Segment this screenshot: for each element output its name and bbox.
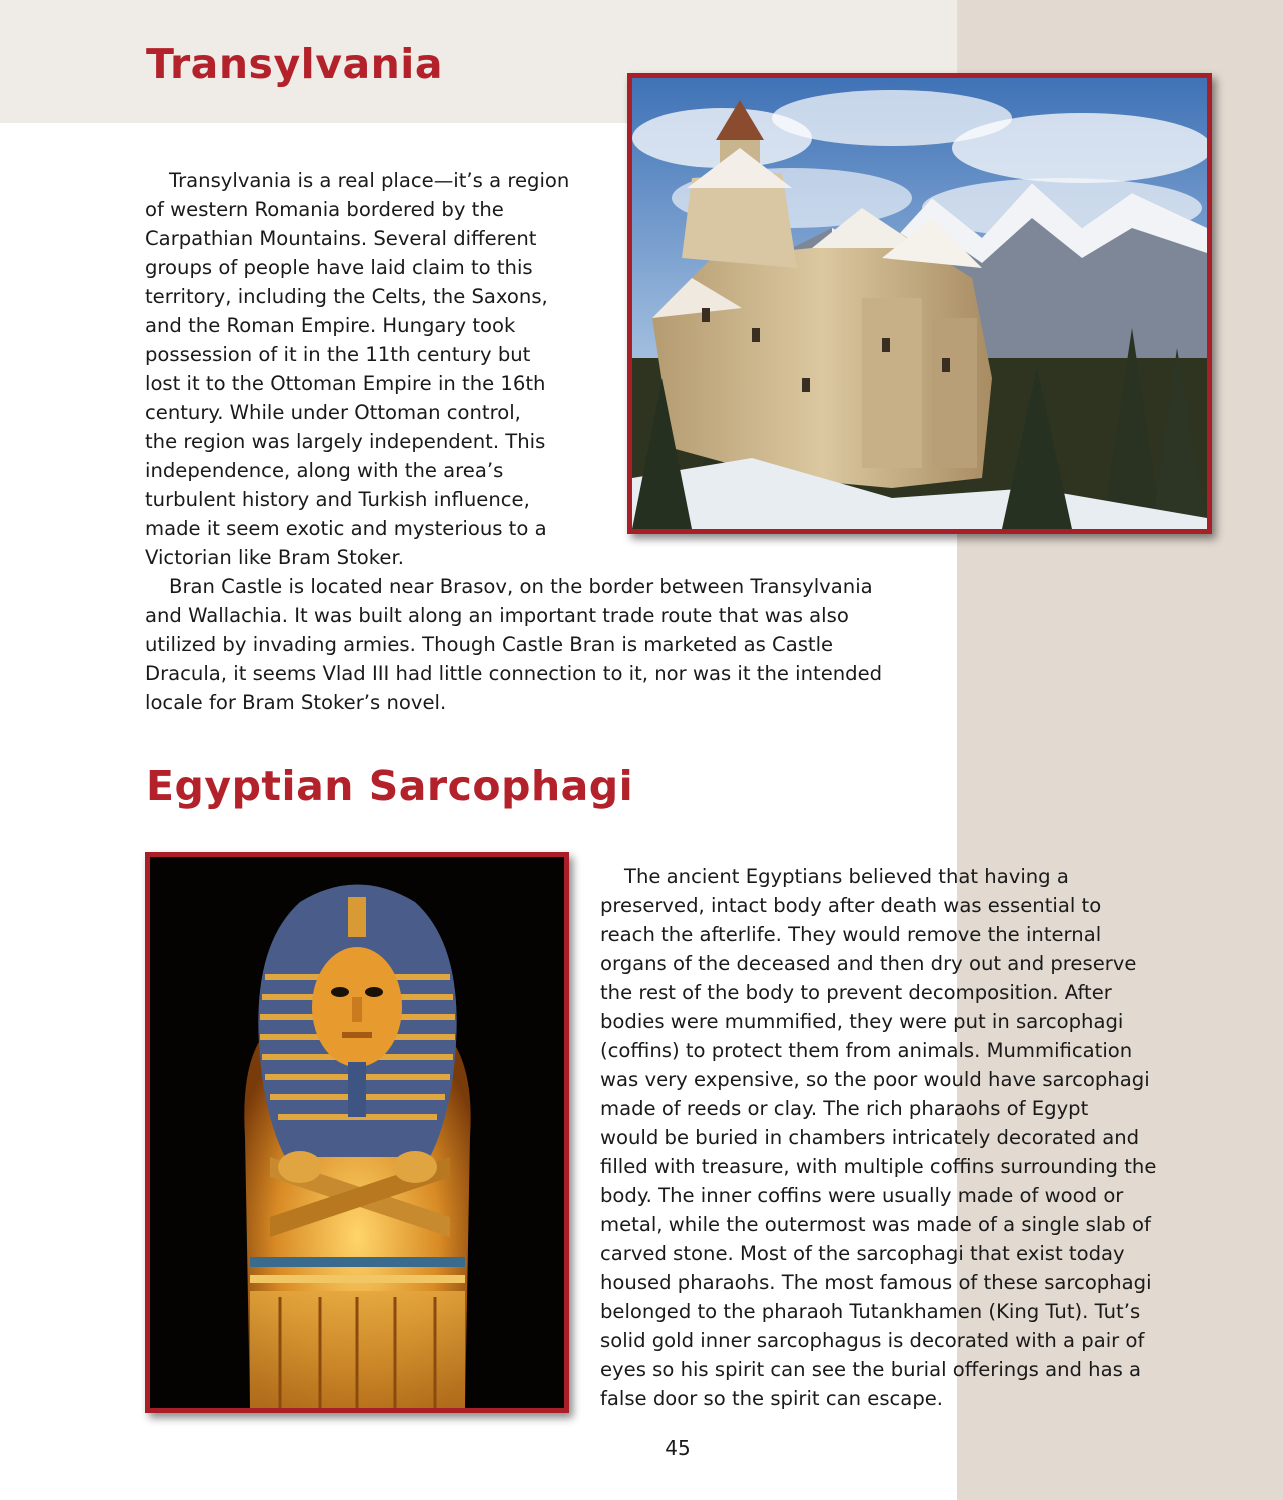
castle-illustration: [632, 78, 1207, 529]
page-number: 45: [665, 1436, 691, 1460]
text-line: (coffins) to protect them from animals. Mummification: [600, 1039, 1133, 1062]
text-line: metal, while the outermost was made of a single slab of: [600, 1213, 1151, 1236]
sarcophagus-illustration: [150, 857, 564, 1408]
text-line: turbulent history and Turkish influence,: [145, 488, 530, 511]
text-line: reach the afterlife. They would remove the internal: [600, 923, 1102, 946]
page-number-container: [0, 1436, 1283, 1460]
bran-castle-photo: [627, 73, 1212, 534]
text-line: solid gold inner sarcophagus is decorated with a pair of: [600, 1329, 1145, 1352]
text-line: independence, along with the area’s: [145, 459, 504, 482]
text-line: Victorian like Bram Stoker.: [145, 546, 404, 569]
text-line: body. The inner coffins were usually made of wood or: [600, 1184, 1124, 1207]
text-line: filled with treasure, with multiple coffins surrounding the: [600, 1155, 1157, 1178]
text-line: belonged to the pharaoh Tutankhamen (King Tut). Tut’s: [600, 1300, 1141, 1323]
text-line: housed pharaohs. The most famous of these sarcophagi: [600, 1271, 1152, 1294]
text-line: organs of the deceased and then dry out and preserve: [600, 952, 1137, 975]
text-line: territory, including the Celts, the Saxons,: [145, 285, 548, 308]
transylvania-paragraph-1: [145, 166, 569, 572]
text-line: groups of people have laid claim to this: [145, 256, 533, 279]
text-line: made of reeds or clay. The rich pharaohs of Egypt: [600, 1097, 1089, 1120]
sarcophagus-photo: [145, 852, 569, 1413]
text-line: preserved, intact body after death was essential to: [600, 894, 1102, 917]
text-line: and Wallachia. It was built along an important trade route that was also: [145, 604, 849, 627]
text-line: of western Romania bordered by the: [145, 198, 504, 221]
text-line: Dracula, it seems Vlad III had little connection to it, nor was it the intended: [145, 662, 883, 685]
section-title-transylvania: Transylvania: [146, 40, 444, 88]
text-line: utilized by invading armies. Though Castle Bran is marketed as Castle: [145, 633, 834, 656]
transylvania-paragraph-2: [145, 572, 882, 717]
text-line: the region was largely independent. This: [145, 430, 546, 453]
text-line: possession of it in the 11th century but: [145, 343, 531, 366]
egypt-paragraph: [600, 862, 1156, 1413]
text-line: carved stone. Most of the sarcophagi that exist today: [600, 1242, 1125, 1265]
text-line: Bran Castle is located near Brasov, on the border between Transylvania: [169, 575, 873, 598]
text-line: and the Roman Empire. Hungary took: [145, 314, 516, 337]
text-line: locale for Bram Stoker’s novel.: [145, 691, 447, 714]
text-line: century. While under Ottoman control,: [145, 401, 521, 424]
text-line: made it seem exotic and mysterious to a: [145, 517, 547, 540]
section-title-egyptian-sarcophagi: Egyptian Sarcophagi: [146, 762, 634, 810]
text-line: bodies were mummified, they were put in sarcophagi: [600, 1010, 1124, 1033]
text-line: The ancient Egyptians believed that having a: [624, 865, 1069, 888]
text-line: Carpathian Mountains. Several different: [145, 227, 537, 250]
text-line: would be buried in chambers intricately decorated and: [600, 1126, 1140, 1149]
text-line: eyes so his spirit can see the burial offerings and has a: [600, 1358, 1142, 1381]
text-line: false door so the spirit can escape.: [600, 1387, 944, 1410]
text-line: the rest of the body to prevent decomposition. After: [600, 981, 1112, 1004]
text-line: lost it to the Ottoman Empire in the 16th: [145, 372, 546, 395]
text-line: Transylvania is a real place—it’s a region: [169, 169, 570, 192]
text-line: was very expensive, so the poor would have sarcophagi: [600, 1068, 1150, 1091]
